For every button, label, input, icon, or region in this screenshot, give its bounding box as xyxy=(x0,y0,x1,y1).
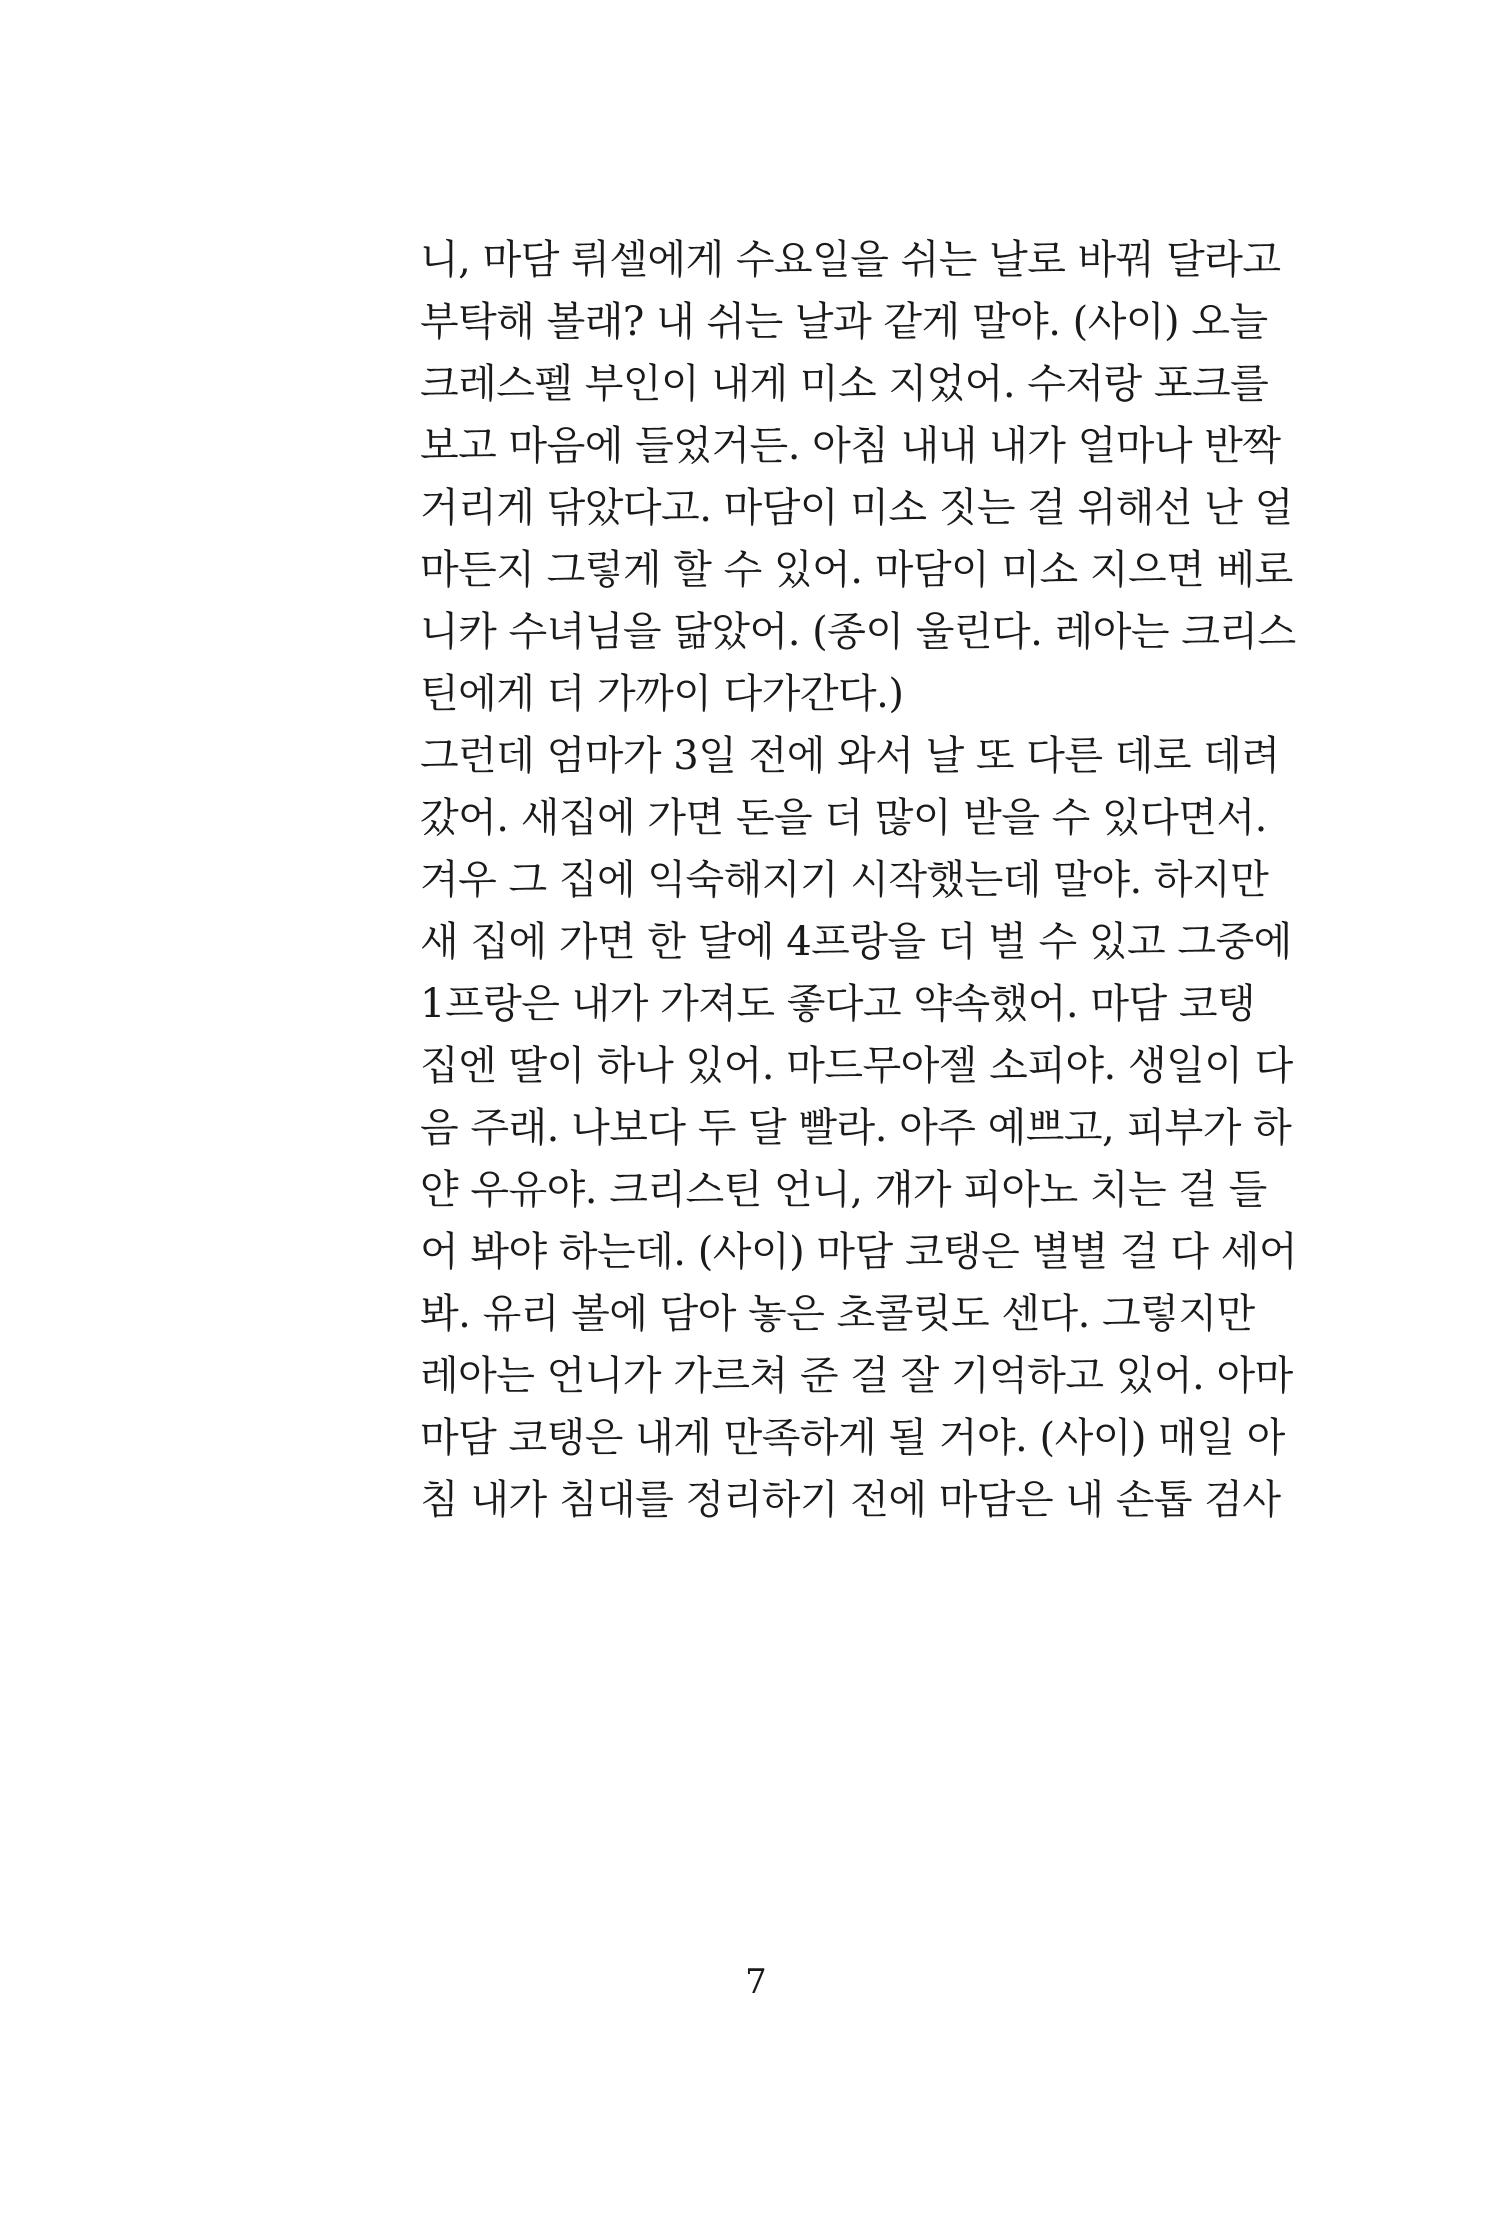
text-line: 틴에게 더 가까이 다가간다.) xyxy=(420,671,904,717)
text-line: 마든지 그렇게 할 수 있어. 마담이 미소 지으면 베로 xyxy=(420,547,1293,593)
text-line: 마담 코탱은 내게 만족하게 될 거야. (사이) 매일 아 xyxy=(420,1415,1285,1461)
text-line: 침 내가 침대를 정리하기 전에 마담은 내 손톱 검사 xyxy=(420,1477,1281,1523)
text-line: 갔어. 새집에 가면 돈을 더 많이 받을 수 있다면서. xyxy=(420,795,1267,841)
text-line: 그런데 엄마가 3일 전에 와서 날 또 다른 데로 데려 xyxy=(420,733,1280,779)
text-line: 1프랑은 내가 가져도 좋다고 약속했어. 마담 코탱 xyxy=(420,981,1256,1027)
text-line: 겨우 그 집에 익숙해지기 시작했는데 말야. 하지만 xyxy=(420,857,1269,903)
text-line: 얀 우유야. 크리스틴 언니, 걔가 피아노 치는 걸 들 xyxy=(420,1167,1267,1213)
text-line: 집엔 딸이 하나 있어. 마드무아젤 소피야. 생일이 다 xyxy=(420,1043,1293,1089)
body-text xyxy=(420,229,1298,1531)
text-line: 어 봐야 하는데. (사이) 마담 코탱은 별별 걸 다 세어 xyxy=(420,1229,1298,1275)
text-line: 거리게 닦았다고. 마담이 미소 짓는 걸 위해선 난 얼 xyxy=(420,485,1293,531)
text-line: 니, 마담 뤼셀에게 수요일을 쉬는 날로 바꿔 달라고 xyxy=(420,237,1281,283)
text-line: 새 집에 가면 한 달에 4프랑을 더 벌 수 있고 그중에 xyxy=(420,919,1292,965)
text-line: 니카 수녀님을 닮았어. (종이 울린다. 레아는 크리스 xyxy=(420,609,1296,655)
text-line: 음 주래. 나보다 두 달 빨라. 아주 예쁘고, 피부가 하 xyxy=(420,1105,1292,1151)
page-number: 7 xyxy=(745,1962,767,2002)
text-line: 부탁해 볼래? 내 쉬는 날과 같게 말야. (사이) 오늘 xyxy=(420,299,1268,345)
text-line: 레아는 언니가 가르쳐 준 걸 잘 기억하고 있어. 아마 xyxy=(420,1353,1293,1399)
text-line: 봐. 유리 볼에 담아 놓은 초콜릿도 센다. 그렇지만 xyxy=(420,1291,1255,1337)
text-line: 크레스펠 부인이 내게 미소 지었어. 수저랑 포크를 xyxy=(420,361,1269,407)
text-line: 보고 마음에 들었거든. 아침 내내 내가 얼마나 반짝 xyxy=(420,423,1281,469)
